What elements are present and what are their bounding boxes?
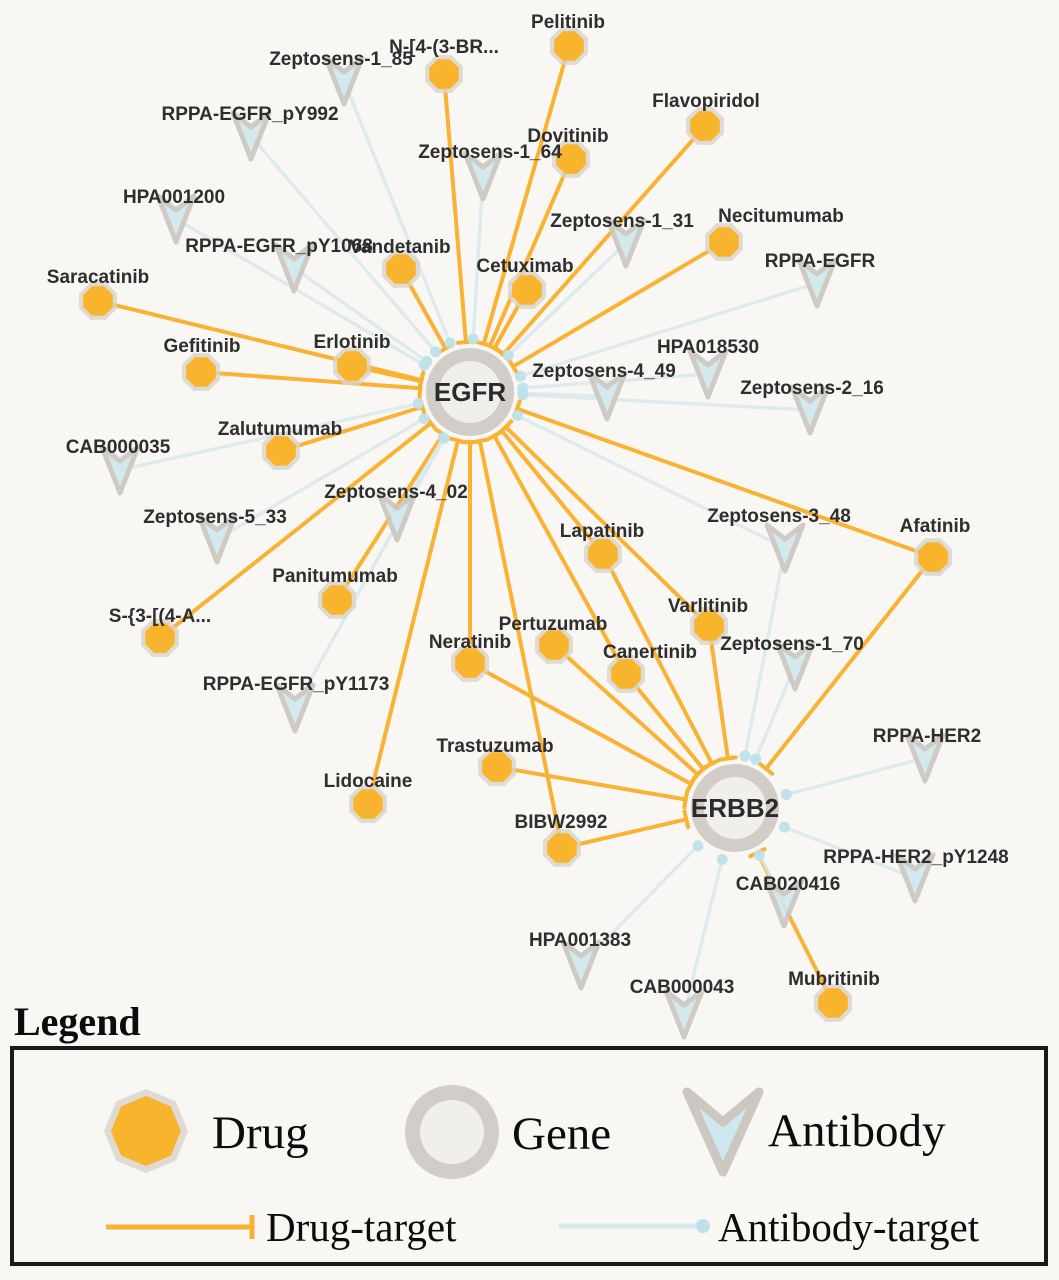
node-label: Zeptosens-3_48 xyxy=(707,506,851,527)
legend-antibody-label: Antibody xyxy=(768,1105,946,1157)
antibody-target-edge-end xyxy=(781,789,792,800)
node-label: Zeptosens-2_16 xyxy=(740,378,884,399)
gene-node-label: ERBB2 xyxy=(690,793,780,823)
node-label: Neratinib xyxy=(428,632,512,653)
node-label: Canertinib xyxy=(603,642,697,663)
node-label: Saracatinib xyxy=(46,267,150,288)
antibody-target-edge-end xyxy=(692,840,703,851)
antibody-chevron-icon xyxy=(677,1080,769,1180)
antibody-target-edge-end xyxy=(750,754,761,765)
node-label: N-[4-(3-BR... xyxy=(389,37,499,58)
drug-target-edge-end xyxy=(720,757,736,759)
drug-node xyxy=(322,585,352,615)
node-label: Varlitinib xyxy=(667,596,749,617)
legend-title: Legend xyxy=(14,999,141,1044)
node-label: RPPA-HER2 xyxy=(872,726,982,747)
antibody-target-edge xyxy=(517,416,785,548)
node-label: Erlotinib xyxy=(313,332,391,353)
antibody-target-edge-end xyxy=(717,854,728,865)
node-label: Lapatinib xyxy=(559,521,645,542)
drug-node xyxy=(709,227,739,257)
antibody-target-edge-end xyxy=(413,398,424,409)
legend-gene-label: Gene xyxy=(512,1108,612,1160)
drug-target-edge-end xyxy=(684,792,687,808)
node-label: RPPA-EGFR xyxy=(764,251,876,272)
node-label: RPPA-EGFR_pY1173 xyxy=(202,674,390,695)
drug-octagon-icon xyxy=(98,1083,194,1179)
drug-node xyxy=(186,357,216,387)
antibody-target-edge xyxy=(344,81,450,343)
node-label: Zeptosens-4_49 xyxy=(532,361,676,382)
node-label: Lidocaine xyxy=(323,771,413,792)
antibody-target-edge-end xyxy=(421,356,432,367)
drug-node xyxy=(818,988,848,1018)
antibody-target-edge xyxy=(786,758,925,795)
drug-node xyxy=(588,539,618,569)
antibody-target-edge-end xyxy=(439,433,450,444)
node-label: Cetuximab xyxy=(476,256,574,277)
node-label: Zeptosens-1_85 xyxy=(269,49,413,70)
antibody-target-edge-end xyxy=(779,822,790,833)
drug-node xyxy=(547,833,577,863)
node-label: Zeptosens-1_64 xyxy=(418,142,562,163)
node-label: HPA001383 xyxy=(528,930,632,951)
node-label: Zeptosens-1_31 xyxy=(550,211,694,232)
node-label: Pertuzumab xyxy=(498,614,608,635)
node-label: Flavopiridol xyxy=(652,91,760,112)
node-label: Necitumumab xyxy=(718,206,844,227)
drug-node xyxy=(512,275,542,305)
antibody-node xyxy=(767,525,803,571)
antibody-target-edge-end xyxy=(740,750,751,761)
node-label: Vandetanib xyxy=(349,237,451,258)
node-label: Zeptosens-5_33 xyxy=(143,507,287,528)
drug-node xyxy=(337,351,367,381)
node-label: Zalutumumab xyxy=(217,419,343,440)
node-label: Pelitinib xyxy=(531,12,605,33)
drug-node xyxy=(429,59,459,89)
drug-node xyxy=(611,659,641,689)
drug-target-edge xyxy=(444,74,466,342)
node-label: HPA018530 xyxy=(656,337,760,358)
node-label: Zeptosens-1_70 xyxy=(720,634,864,655)
antibody-target-edge-end xyxy=(512,410,523,421)
drug-node xyxy=(918,542,948,572)
node-label: Panitumumab xyxy=(272,566,398,587)
antibody-target-edge-end xyxy=(419,413,430,424)
node-label: RPPA-HER2_pY1248 xyxy=(823,847,1009,868)
drug-target-edge-end xyxy=(472,439,488,442)
legend-antibody-target-label: Antibody-target xyxy=(718,1204,980,1250)
node-label: CAB020416 xyxy=(735,874,841,895)
gene-circle-icon xyxy=(402,1082,502,1182)
node-label: Gefitinib xyxy=(163,336,241,357)
node-label: S-{3-[(4-A... xyxy=(108,606,212,627)
antibody-target-edge-end xyxy=(445,337,456,348)
antibody-target-edge-end xyxy=(515,371,526,382)
drug-target-line-icon xyxy=(100,1212,265,1242)
legend-drug-target-label: Drug-target xyxy=(266,1204,457,1250)
antibody-target-edge-end xyxy=(517,389,528,400)
antibody-target-edge-end xyxy=(468,334,479,345)
drug-target-edge-end xyxy=(684,811,688,827)
antibody-target-line-icon xyxy=(553,1212,718,1242)
node-label: RPPA-EGFR_pY1068 xyxy=(185,236,373,257)
drug-node xyxy=(386,254,416,284)
drug-node xyxy=(554,31,584,61)
drug-node xyxy=(145,623,175,653)
node-label: Mubritinib xyxy=(788,969,880,990)
drug-node xyxy=(690,111,720,141)
node-label: Dovitinib xyxy=(527,126,609,147)
node-label: RPPA-EGFR_pY992 xyxy=(161,104,339,125)
node-label: HPA001200 xyxy=(122,187,226,208)
node-label: BIBW2992 xyxy=(514,812,608,833)
legend-drug-label: Drug xyxy=(212,1107,309,1159)
antibody-target-edge-end xyxy=(430,346,441,357)
gene-node-label: EGFR xyxy=(433,377,507,407)
node-label: Trastuzumab xyxy=(436,736,554,757)
node-label: CAB000043 xyxy=(629,977,735,998)
drug-node xyxy=(353,789,383,819)
drug-node xyxy=(266,436,296,466)
node-label: Afatinib xyxy=(899,516,971,537)
drug-target-edge xyxy=(497,767,686,800)
node-label: Zeptosens-4_02 xyxy=(324,482,468,503)
antibody-target-edge-end xyxy=(503,350,514,361)
node-label: CAB000035 xyxy=(65,437,171,458)
antibody-target-edge-end xyxy=(754,850,765,861)
drug-target-edge-end xyxy=(419,373,422,389)
drug-node xyxy=(83,286,113,316)
